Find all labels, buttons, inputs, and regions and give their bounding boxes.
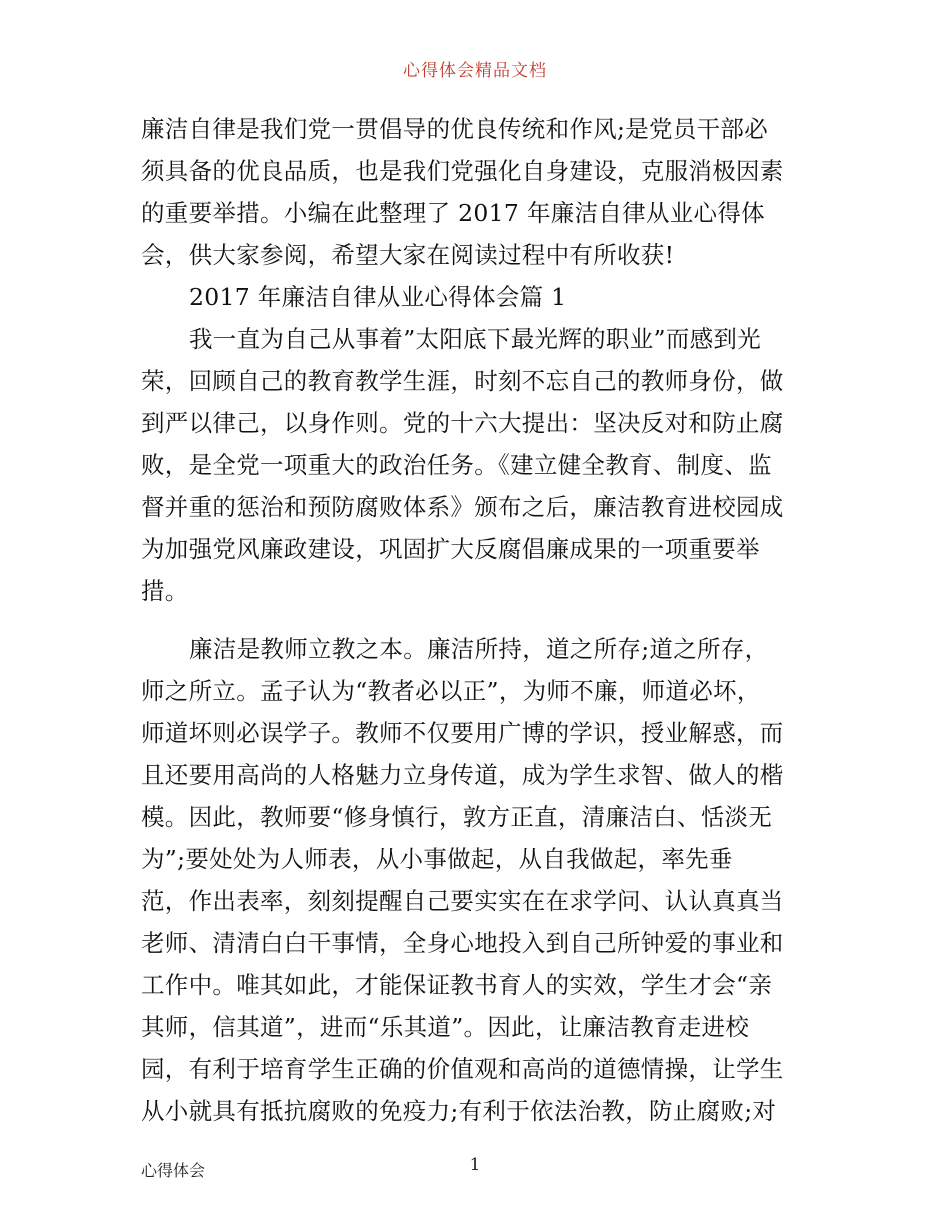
text-line: 会，供大家参阅，希望大家在阅读过程中有所收获! — [141, 241, 675, 269]
text-line: 园，有利于培育学生正确的价值观和高尚的道德情操，让学生 — [141, 1055, 784, 1083]
text-line: 荣，回顾自己的教育教学生涯，时刻不忘自己的教师身份，做 — [141, 367, 784, 395]
text-line: 师之所立。孟子认为“教者必以正”，为师不廉，师道必坏， — [141, 677, 761, 705]
text-line: 败，是全党一项重大的政治任务。《建立健全教育、制度、监 — [141, 451, 772, 479]
document-body — [141, 108, 813, 1132]
text-line: 廉洁自律是我们党一贯倡导的优良传统和作风;是党员干部必 — [141, 115, 769, 143]
text-line: 须具备的优良品质，也是我们党强化自身建设，克服消极因素 — [141, 157, 784, 185]
page-header-title: 心得体会精品文档 — [403, 61, 547, 81]
text-line: 到严以律己，以身作则。党的十六大提出：坚决反对和防止腐 — [141, 409, 784, 437]
paragraph-gap — [141, 612, 813, 628]
section-heading: 2017 年廉洁自律从业心得体会篇 1 — [189, 283, 567, 311]
text-line: 为加强党风廉政建设，巩固扩大反腐倡廉成果的一项重要举 — [141, 535, 760, 563]
text-line: 师道坏则必误学子。教师不仅要用广博的学识，授业解惑，而 — [141, 719, 784, 747]
footer-label: 心得体会 — [141, 1161, 206, 1180]
text-line: 模。因此，教师要“修身慎行，敦方正直，清廉洁白、恬淡无 — [141, 803, 773, 831]
text-line: 措。 — [141, 577, 189, 605]
text-line: 范，作出表率，刻刻提醒自己要实实在在求学问、认认真真当 — [141, 887, 784, 915]
page-number: 1 — [469, 1155, 481, 1175]
text-line: 且还要用高尚的人格魅力立身传道，成为学生求智、做人的楷 — [141, 761, 784, 789]
text-line: 廉洁是教师立教之本。廉洁所持，道之所存;道之所存， — [189, 635, 769, 663]
text-line: 其师，信其道”，进而“乐其道”。因此，让廉洁教育走进校 — [141, 1013, 750, 1041]
text-line: 的重要举措。小编在此整理了 2017 年廉洁自律从业心得体 — [141, 199, 765, 227]
text-line: 我一直为自己从事着”太阳底下最光辉的职业”而感到光 — [189, 325, 762, 353]
text-line: 为”;要处处为人师表，从小事做起，从自我做起，率先垂 — [141, 845, 733, 873]
text-line: 督并重的惩治和预防腐败体系》颁布之后，廉洁教育进校园成 — [141, 493, 784, 521]
text-line: 工作中。唯其如此，才能保证教书育人的实效，学生才会“亲 — [141, 971, 773, 999]
text-line: 从小就具有抵抗腐败的免疫力;有利于依法治教，防止腐败;对 — [141, 1097, 777, 1125]
text-line: 老师、清清白白干事情，全身心地投入到自己所钟爱的事业和 — [141, 929, 784, 957]
